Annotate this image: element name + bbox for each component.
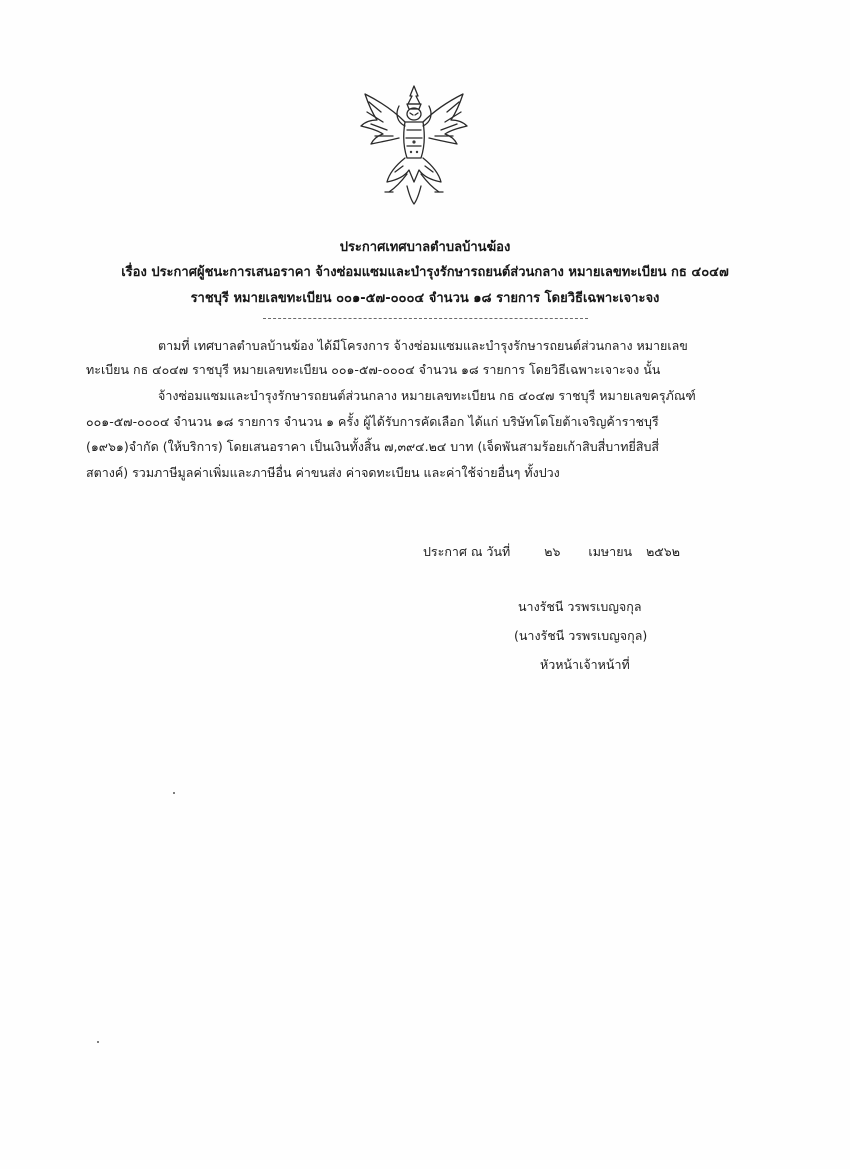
body-line: ๐๐๑-๕๗-๐๐๐๔ จำนวน ๑๘ รายการ จำนวน ๑ ครั้ง ผู้ได้รับการคัดเลือก ได้แก่ บริษัทโตโยต้าเจริญค้าราชบุรี [86,414,659,429]
date-year: ๒๕๖๒ [646,544,680,559]
body-line: (๑๙๖๑)จำกัด (ให้บริการ) โดยเสนอราคา เป็นเงินทั้งสิ้น ๗,๓๙๔.๒๔ บาท (เจ็ดพันสามร้อยเก้าสิบสี่บาทยี่สิบสี่ [86,439,660,454]
signatory-position: หัวหน้าเจ้าหน้าที่ [540,657,630,672]
date-day: ๒๖ [544,544,561,559]
date-month: เมษายน [588,544,633,559]
body-line: สตางค์) รวมภาษีมูลค่าเพิ่มและภาษีอื่น ค่าขนส่ง ค่าจดทะเบียน และค่าใช้จ่ายอื่นๆ ทั้งปวง [86,465,560,480]
header-divider [263,318,588,319]
announcement-title: ประกาศเทศบาลตำบลบ้านฆ้อง [339,240,511,255]
date-prefix: ประกาศ ณ วันที่ [423,544,511,559]
garuda-emblem-icon [355,82,473,206]
scan-speck [97,1041,99,1043]
announcement-date [423,542,680,562]
signatory-name-parenthesized: (นางรัชนี วรพรเบญจกุล) [514,628,648,643]
body-line: จ้างซ่อมแซมและบำรุงรักษารถยนต์ส่วนกลาง หมายเลขทะเบียน กธ ๔๐๔๗ ราชบุรี หมายเลขครุภัณฑ์ [158,388,696,403]
signatory-name: นางรัชนี วรพรเบญจกุล [518,599,642,614]
scan-speck [173,792,175,794]
announcement-subject: เรื่อง ประกาศผู้ชนะการเสนอราคา จ้างซ่อมแซมและบำรุงรักษารถยนต์ส่วนกลาง หมายเลขทะเบียน กธ ๔๐๔๗ [121,265,729,280]
body-line: ตามที่ เทศบาลตำบลบ้านฆ้อง ได้มีโครงการ จ้างซ่อมแซมและบำรุงรักษารถยนต์ส่วนกลาง หมายเลข [158,338,688,353]
announcement-subject-continued: ราชบุรี หมายเลขทะเบียน ๐๐๑-๕๗-๐๐๐๔ จำนวน ๑๘ รายการ โดยวิธีเฉพาะเจาะจง [190,291,660,306]
body-line: ทะเบียน กธ ๔๐๔๗ ราชบุรี หมายเลขทะเบียน ๐๐๑-๕๗-๐๐๐๔ จำนวน ๑๘ รายการ โดยวิธีเฉพาะเจาะจง นั้น [86,362,661,377]
